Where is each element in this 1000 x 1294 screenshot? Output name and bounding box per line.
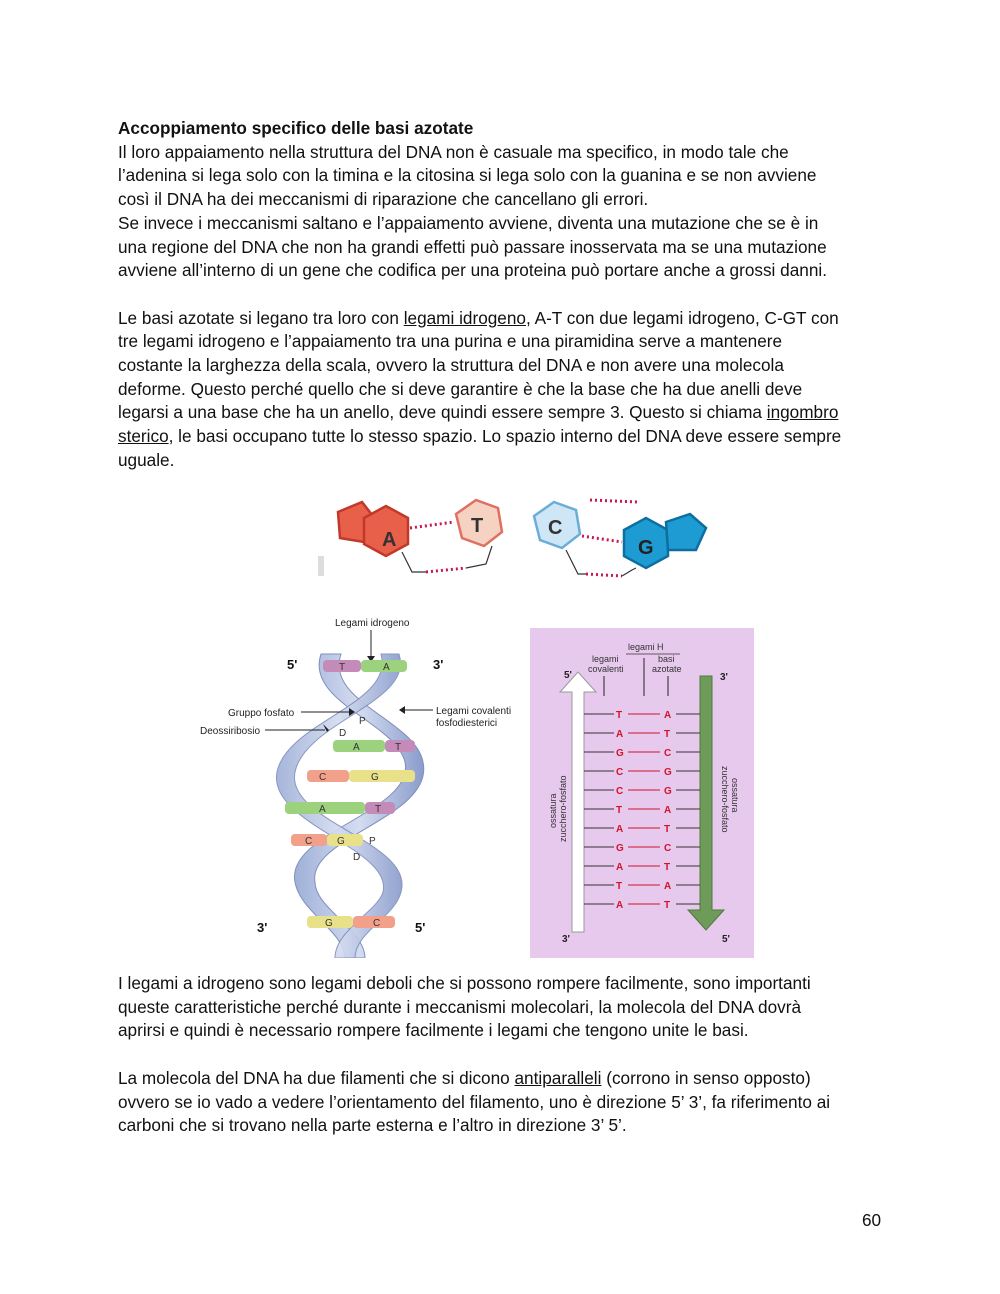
- h-bond: [586, 574, 622, 576]
- term-legami-idrogeno: legami idrogeno: [403, 307, 526, 328]
- rung-base: T: [339, 662, 346, 673]
- ladder-base-right: G: [664, 767, 672, 778]
- text-line: Il loro appaiamento nella struttura del DNA non è casuale ma specifico, in modo tale che: [118, 141, 789, 162]
- h-bond: [582, 536, 622, 542]
- edge-mark: [318, 556, 324, 576]
- page-number: 60: [862, 1210, 882, 1230]
- main-text-bottom: [118, 972, 888, 1138]
- h-bond: [590, 500, 638, 502]
- rung-base: C: [305, 836, 313, 847]
- cytosine-label: C: [548, 517, 563, 539]
- dna-ladder-figure: [530, 628, 754, 958]
- col2-label: basi: [658, 654, 675, 664]
- term-antiparalleli: antiparalleli: [514, 1067, 602, 1088]
- left-bottom-end: 3': [562, 934, 570, 945]
- text-line: avviene all’interno di un gene che codifica per una proteina può portare anche a grossi danni.: [118, 260, 827, 281]
- backbone-link: [566, 550, 586, 574]
- text-line: Se invece i meccanismi saltano e l’appaiamento avviene, diventa una mutazione che se è in: [118, 212, 819, 233]
- text-span: , le basi occupano tutte lo stesso spazio. Lo spazio interno del DNA deve essere sempre: [168, 426, 842, 447]
- ladder-base-right: A: [664, 710, 672, 721]
- arrowhead: [399, 706, 405, 714]
- rung-base: A: [353, 742, 360, 753]
- covalent-label-1: Legami covalenti: [436, 706, 512, 717]
- guanine-ring-5: [666, 514, 706, 550]
- rung-base: C: [319, 772, 327, 783]
- rung-left: [307, 770, 349, 782]
- double-helix-figure: [195, 612, 515, 958]
- text-line: [118, 425, 888, 449]
- ladder-base-right: A: [664, 805, 672, 816]
- ladder-base-right: T: [664, 862, 671, 873]
- rung-right: [349, 770, 415, 782]
- text-span: La molecola del DNA ha due filamenti che si dicono: [118, 1067, 515, 1088]
- end-3-top: 3': [433, 657, 444, 672]
- right-top-end: 3': [720, 672, 728, 683]
- text-line: I legami a idrogeno sono legami deboli che si possono rompere facilmente, sono importanti: [118, 973, 811, 993]
- phosphate-marker: P: [369, 836, 376, 847]
- rung-base: G: [337, 836, 345, 847]
- rung-base: A: [319, 804, 326, 815]
- text-line: costante la larghezza della scala, ovvero la struttura del DNA e non avere una molecola: [118, 355, 784, 376]
- covalent-label-2: fosfodiesterici: [436, 718, 498, 729]
- right-backbone-label: ossatura: [730, 778, 740, 813]
- cg-pair: [534, 500, 706, 576]
- end-5-top: 5': [287, 657, 298, 672]
- phosphate-label: Gruppo fosfato: [228, 708, 295, 719]
- col2-label: azotate: [652, 664, 682, 674]
- left-backbone-label: ossatura: [548, 793, 558, 828]
- text-line: [118, 307, 888, 331]
- text-line: uguale.: [118, 449, 175, 470]
- ladder-base-right: T: [664, 729, 671, 740]
- text-line: deforme. Questo perché quello che si deve garantire è che la base che ha due anelli deve: [118, 378, 803, 399]
- ladder-base-left: G: [616, 843, 624, 854]
- ladder-base-left: A: [616, 862, 624, 873]
- ladder-base-right: C: [664, 843, 672, 854]
- helix-top-label: Legami idrogeno: [335, 618, 410, 629]
- text-span: (corrono in senso opposto): [601, 1067, 811, 1088]
- ladder-base-left: C: [616, 786, 624, 797]
- deoxyribose-label: Deossiribosio: [200, 726, 261, 737]
- end-3-bottom: 3': [257, 920, 268, 935]
- text-line: una regione del DNA che non ha grandi effetti può passare inosservata ma se una mutazione: [118, 236, 827, 257]
- section-heading: Accoppiamento specifico delle basi azotate: [118, 118, 474, 138]
- deoxyribose-marker: D: [339, 728, 347, 739]
- rung-base: A: [383, 662, 390, 673]
- rung-base: T: [395, 742, 402, 753]
- backbone-link: [466, 546, 492, 568]
- text-line: ovvero se io vado a vedere l’orientamento del filamento, uno è direzione 5’ 3’, fa riferimento ai: [118, 1091, 831, 1112]
- ladder-base-right: G: [664, 786, 672, 797]
- ladder-base-left: T: [616, 881, 623, 892]
- deoxyribose-marker: D: [353, 852, 361, 863]
- text-span: legarsi a una base che ha un anello, deve quindi essere sempre 3. Questo si chiama: [118, 402, 767, 423]
- backbone-link: [402, 552, 426, 572]
- right-backbone-label: zucchero-fosfato: [720, 766, 730, 833]
- text-line: carboni che si trovano nella parte esterna e l’altro in direzione 3’ 5’.: [118, 1115, 627, 1136]
- left-top-end: 5': [564, 670, 572, 681]
- ladder-base-right: T: [664, 824, 671, 835]
- ladder-base-left: C: [616, 767, 624, 778]
- h-bond: [426, 568, 466, 572]
- ladder-base-left: A: [616, 729, 624, 740]
- text-line: [118, 401, 888, 425]
- h-bond: [410, 522, 454, 528]
- ladder-base-right: A: [664, 881, 672, 892]
- ladder-base-right: T: [664, 900, 671, 911]
- term-sterico: sterico: [118, 426, 169, 447]
- term-ingombro: ingombro: [766, 402, 839, 423]
- text-line: così il DNA ha dei meccanismi di riparazione che cancellano gli errori.: [118, 189, 649, 210]
- text-line: aprirsi e quindi è necessario rompere facilmente i legami che tengono unite le basi.: [118, 1020, 749, 1041]
- col1-label: legami: [592, 654, 619, 664]
- text-span: , A-T con due legami idrogeno, C-GT con: [526, 307, 839, 328]
- right-bottom-end: 5': [722, 934, 730, 945]
- ladder-base-right: C: [664, 748, 672, 759]
- rung-base: G: [325, 918, 333, 929]
- thymine-label: T: [471, 515, 484, 537]
- at-pair: [318, 500, 502, 576]
- rung-base: C: [373, 918, 381, 929]
- guanine-label: G: [638, 537, 654, 559]
- ladder-base-left: T: [616, 805, 623, 816]
- main-text-top: [118, 117, 888, 473]
- base-pair-figure: [316, 490, 716, 585]
- ladder-base-left: T: [616, 710, 623, 721]
- rung-base: G: [371, 772, 379, 783]
- ladder-base-left: A: [616, 900, 624, 911]
- end-5-bottom: 5': [415, 920, 426, 935]
- text-line: [118, 1067, 888, 1091]
- left-backbone-label: zucchero-fosfato: [558, 775, 568, 842]
- text-line: queste caratteristiche perché durante i meccanismi molecolari, la molecola del DNA dovrà: [118, 996, 802, 1017]
- phosphate-marker: P: [359, 716, 366, 727]
- text-span: Le basi azotate si legano tra loro con: [118, 307, 404, 328]
- adenine-label: A: [382, 529, 397, 551]
- col1-label: covalenti: [588, 664, 624, 674]
- backbone-link: [622, 568, 636, 576]
- ladder-base-left: A: [616, 824, 624, 835]
- ladder-title: legami H: [628, 642, 664, 652]
- rung-base: T: [375, 804, 382, 815]
- rung-right: [327, 834, 363, 846]
- ladder-base-left: G: [616, 748, 624, 759]
- text-line: l’adenina si lega solo con la timina e la citosina si lega solo con la guanina e se non avviene: [118, 165, 817, 186]
- text-line: tre legami idrogeno e l’appaiamento tra una purina e una piramidina serve a mantenere: [118, 331, 783, 352]
